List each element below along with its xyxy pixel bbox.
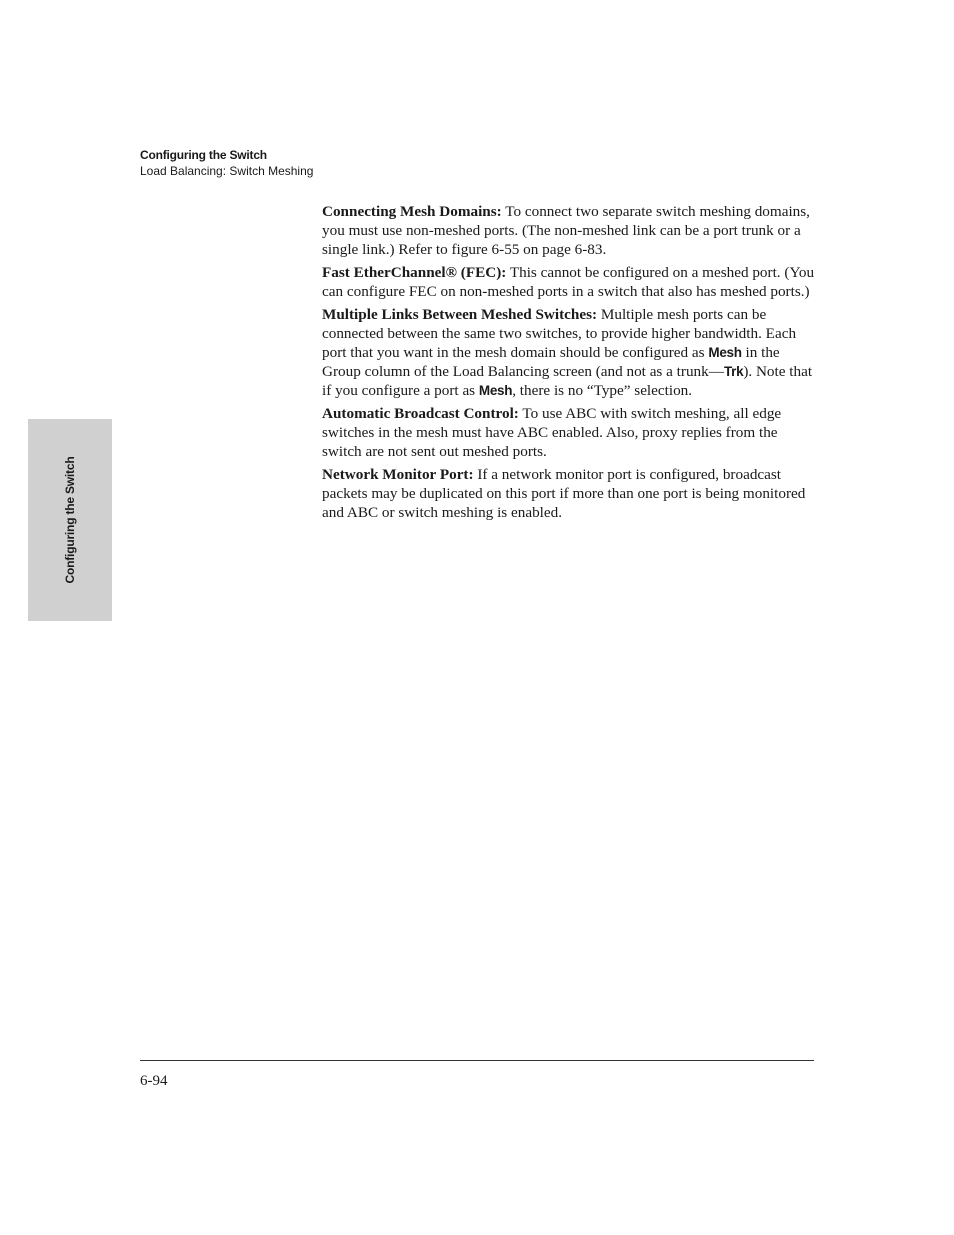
running-head <box>140 147 313 179</box>
paragraph-text: If a network monitor port is configured, broadcast packets may be duplicated on this port if more than one port is being monitored and ABC or switch meshing is enabled. <box>322 466 806 521</box>
footer-rule <box>140 1060 814 1061</box>
ui-keyword-mesh: Mesh <box>708 345 742 360</box>
body-text <box>322 202 816 526</box>
term-automatic-broadcast-control: Automatic Broadcast Control: <box>322 405 519 422</box>
paragraph-text: in the Group column of the Load Balancing screen (and not as a trunk— <box>322 344 780 380</box>
chapter-side-tab-label: Configuring the Switch <box>63 456 77 584</box>
paragraph-automatic-broadcast-control <box>322 404 816 461</box>
paragraph-text: , there is no “Type” selection. <box>512 382 693 399</box>
page-number: 6-94 <box>140 1073 168 1089</box>
paragraph-multiple-links <box>322 305 816 400</box>
ui-keyword-trk: Trk <box>723 364 744 379</box>
running-head-chapter: Configuring the Switch <box>140 148 267 162</box>
term-multiple-links: Multiple Links Between Meshed Switches: <box>322 306 598 323</box>
paragraph-connecting-mesh-domains <box>322 202 816 259</box>
term-connecting-mesh-domains: Connecting Mesh Domains: <box>322 203 502 220</box>
paragraph-text: This cannot be configured on a meshed port. (You can configure FEC on non-meshed ports in a switch that also has meshed ports.) <box>322 264 815 300</box>
term-fast-etherchannel: Fast EtherChannel® (FEC): <box>322 264 507 281</box>
paragraph-text: ). Note that if you configure a port as <box>322 363 813 399</box>
running-head-section: Load Balancing: Switch Meshing <box>140 164 314 178</box>
chapter-side-tab <box>28 419 112 621</box>
paragraph-text: To use ABC with switch meshing, all edge switches in the mesh must have ABC enabled. Also, proxy replies from the switch are not sent out meshed ports. <box>322 405 782 460</box>
paragraph-text: To connect two separate switch meshing domains, you must use non-meshed ports. (The non-meshed link can be a port trunk or a single link.) Refer to figure 6-55 on page 6-83. <box>322 203 810 258</box>
paragraph-fast-etherchannel <box>322 263 816 301</box>
paragraph-text: Multiple mesh ports can be connected between the same two switches, to provide higher bandwidth. Each port that you want in the mesh domain should be configured as <box>322 306 797 361</box>
paragraph-network-monitor-port <box>322 465 816 522</box>
term-network-monitor-port: Network Monitor Port: <box>322 466 474 483</box>
ui-keyword-mesh: Mesh <box>478 383 513 398</box>
